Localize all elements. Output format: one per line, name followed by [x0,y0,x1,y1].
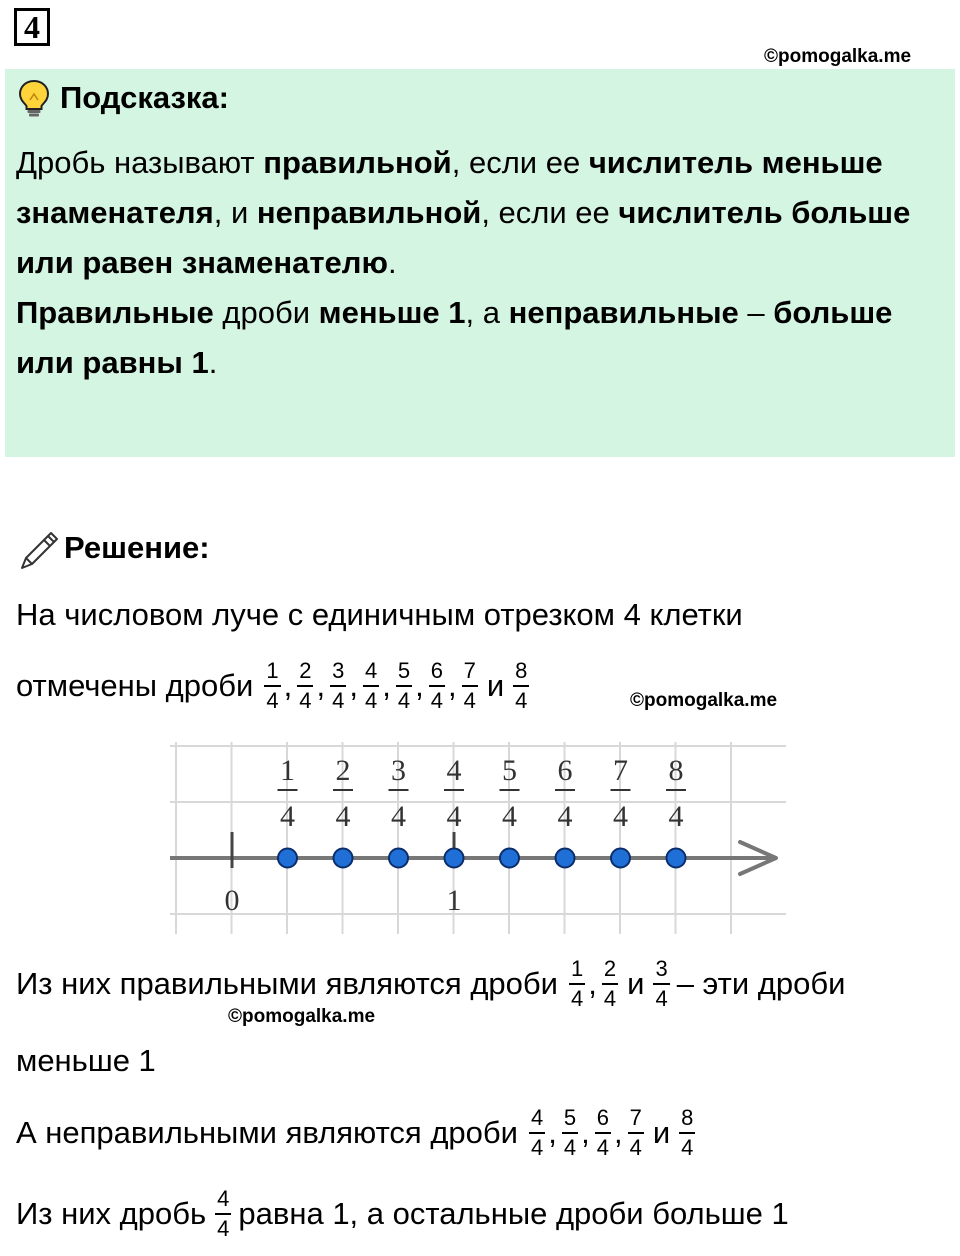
solution-line-5: А неправильными являются дроби $\frac{4}{4}$ , $\frac{5}{4}$ , $\frac{6}{4}$ , $\frac{7}{4}$ и $\frac{8}{4}$ [16,1105,694,1160]
fraction: $\frac{6}{4}$ [430,658,443,713]
hint-paragraph-1: Дробь называют правильной, если ее числитель меньше знаменателя, и неправильной, если ее числитель больше или равен знаменателю. [16,145,911,280]
label-one: 1 [446,884,462,917]
mark-numerator-2: 2 [335,754,351,787]
solution-line-4: меньше 1 [16,1043,156,1078]
mark-numerator-6: 6 [557,754,573,787]
mark-denominator-1: 4 [280,800,295,833]
solution-title: Решение: [64,530,210,565]
fraction: $\frac{2}{4}$ [603,956,617,1011]
hint-paragraph-2: Правильные дроби меньше 1, а неправильные – больше или равны 1. [16,295,893,380]
fraction: $\frac{4}{4}$ [364,658,378,713]
point-1 [278,849,297,868]
fraction: $\frac{6}{4}$ [596,1105,609,1160]
watermark-middle: ©pomogalka.me [630,690,778,711]
fraction: $\frac{8}{4}$ [681,1105,694,1160]
mark-numerator-4: 4 [446,754,462,787]
point-3 [389,849,408,868]
fraction: $\frac{7}{4}$ [463,658,476,713]
solution-line-2: отмечены дроби $\frac{1}{4}$ , $\frac{2}{4}$ , $\frac{3}{4}$ , $\frac{4}{4}$ , $\frac{5}{4}$ , $\frac{6}{4}$ , $\frac{7}{4}$ и $\frac{8}{4}$ [16,658,528,713]
solution-line-6: Из них дробь $\frac{4}{4}$ равна 1, а остальные дроби больше 1 [16,1186,789,1241]
mark-denominator-3: 4 [391,800,406,833]
fraction: $\frac{5}{4}$ [563,1105,577,1160]
fraction: $\frac{7}{4}$ [629,1105,642,1160]
hint-text [16,138,946,388]
mark-numerator-3: 3 [391,754,406,787]
mark-denominator-4: 4 [446,800,462,833]
solution-line-3: Из них правильными являются дроби $\frac{1}{4}$ , $\frac{2}{4}$ и $\frac{3}{4}$ – эти дроби [16,956,846,1011]
fraction: $\frac{4}{4}$ [217,1186,230,1241]
mark-numerator-8: 8 [668,754,684,787]
watermark-top: ©pomogalka.me [764,46,912,67]
number-line-figure [170,742,790,934]
fraction: $\frac{1}{4}$ [570,956,584,1011]
hint-title: Подсказка: [60,80,229,115]
mark-denominator-2: 4 [335,800,351,833]
mark-denominator-7: 4 [613,800,628,833]
lightbulb-icon [16,78,52,118]
point-4 [445,849,464,868]
point-5 [500,849,519,868]
point-6 [556,849,575,868]
mark-denominator-6: 4 [557,800,573,833]
mark-numerator-1: 1 [280,754,295,787]
mark-numerator-7: 7 [613,754,628,787]
point-7 [611,849,630,868]
mark-denominator-8: 4 [668,800,684,833]
pencil-icon [18,528,60,570]
watermark-bottom: ©pomogalka.me [228,1006,376,1027]
label-zero: 0 [224,884,240,917]
fraction: $\frac{3}{4}$ [332,658,345,713]
fraction: $\frac{1}{4}$ [266,658,279,713]
solution-line-1: На числовом луче с единичным отрезком 4 клетки [16,597,743,632]
mark-denominator-5: 4 [502,800,517,833]
fraction: $\frac{4}{4}$ [530,1105,544,1160]
fraction: $\frac{3}{4}$ [655,956,668,1011]
point-8 [667,849,686,868]
fraction: $\frac{8}{4}$ [515,658,528,713]
mark-numerator-5: 5 [502,754,517,787]
fraction: $\frac{2}{4}$ [299,658,312,713]
fraction: $\frac{5}{4}$ [397,658,411,713]
task-number: 4 [14,8,50,46]
point-2 [334,849,353,868]
